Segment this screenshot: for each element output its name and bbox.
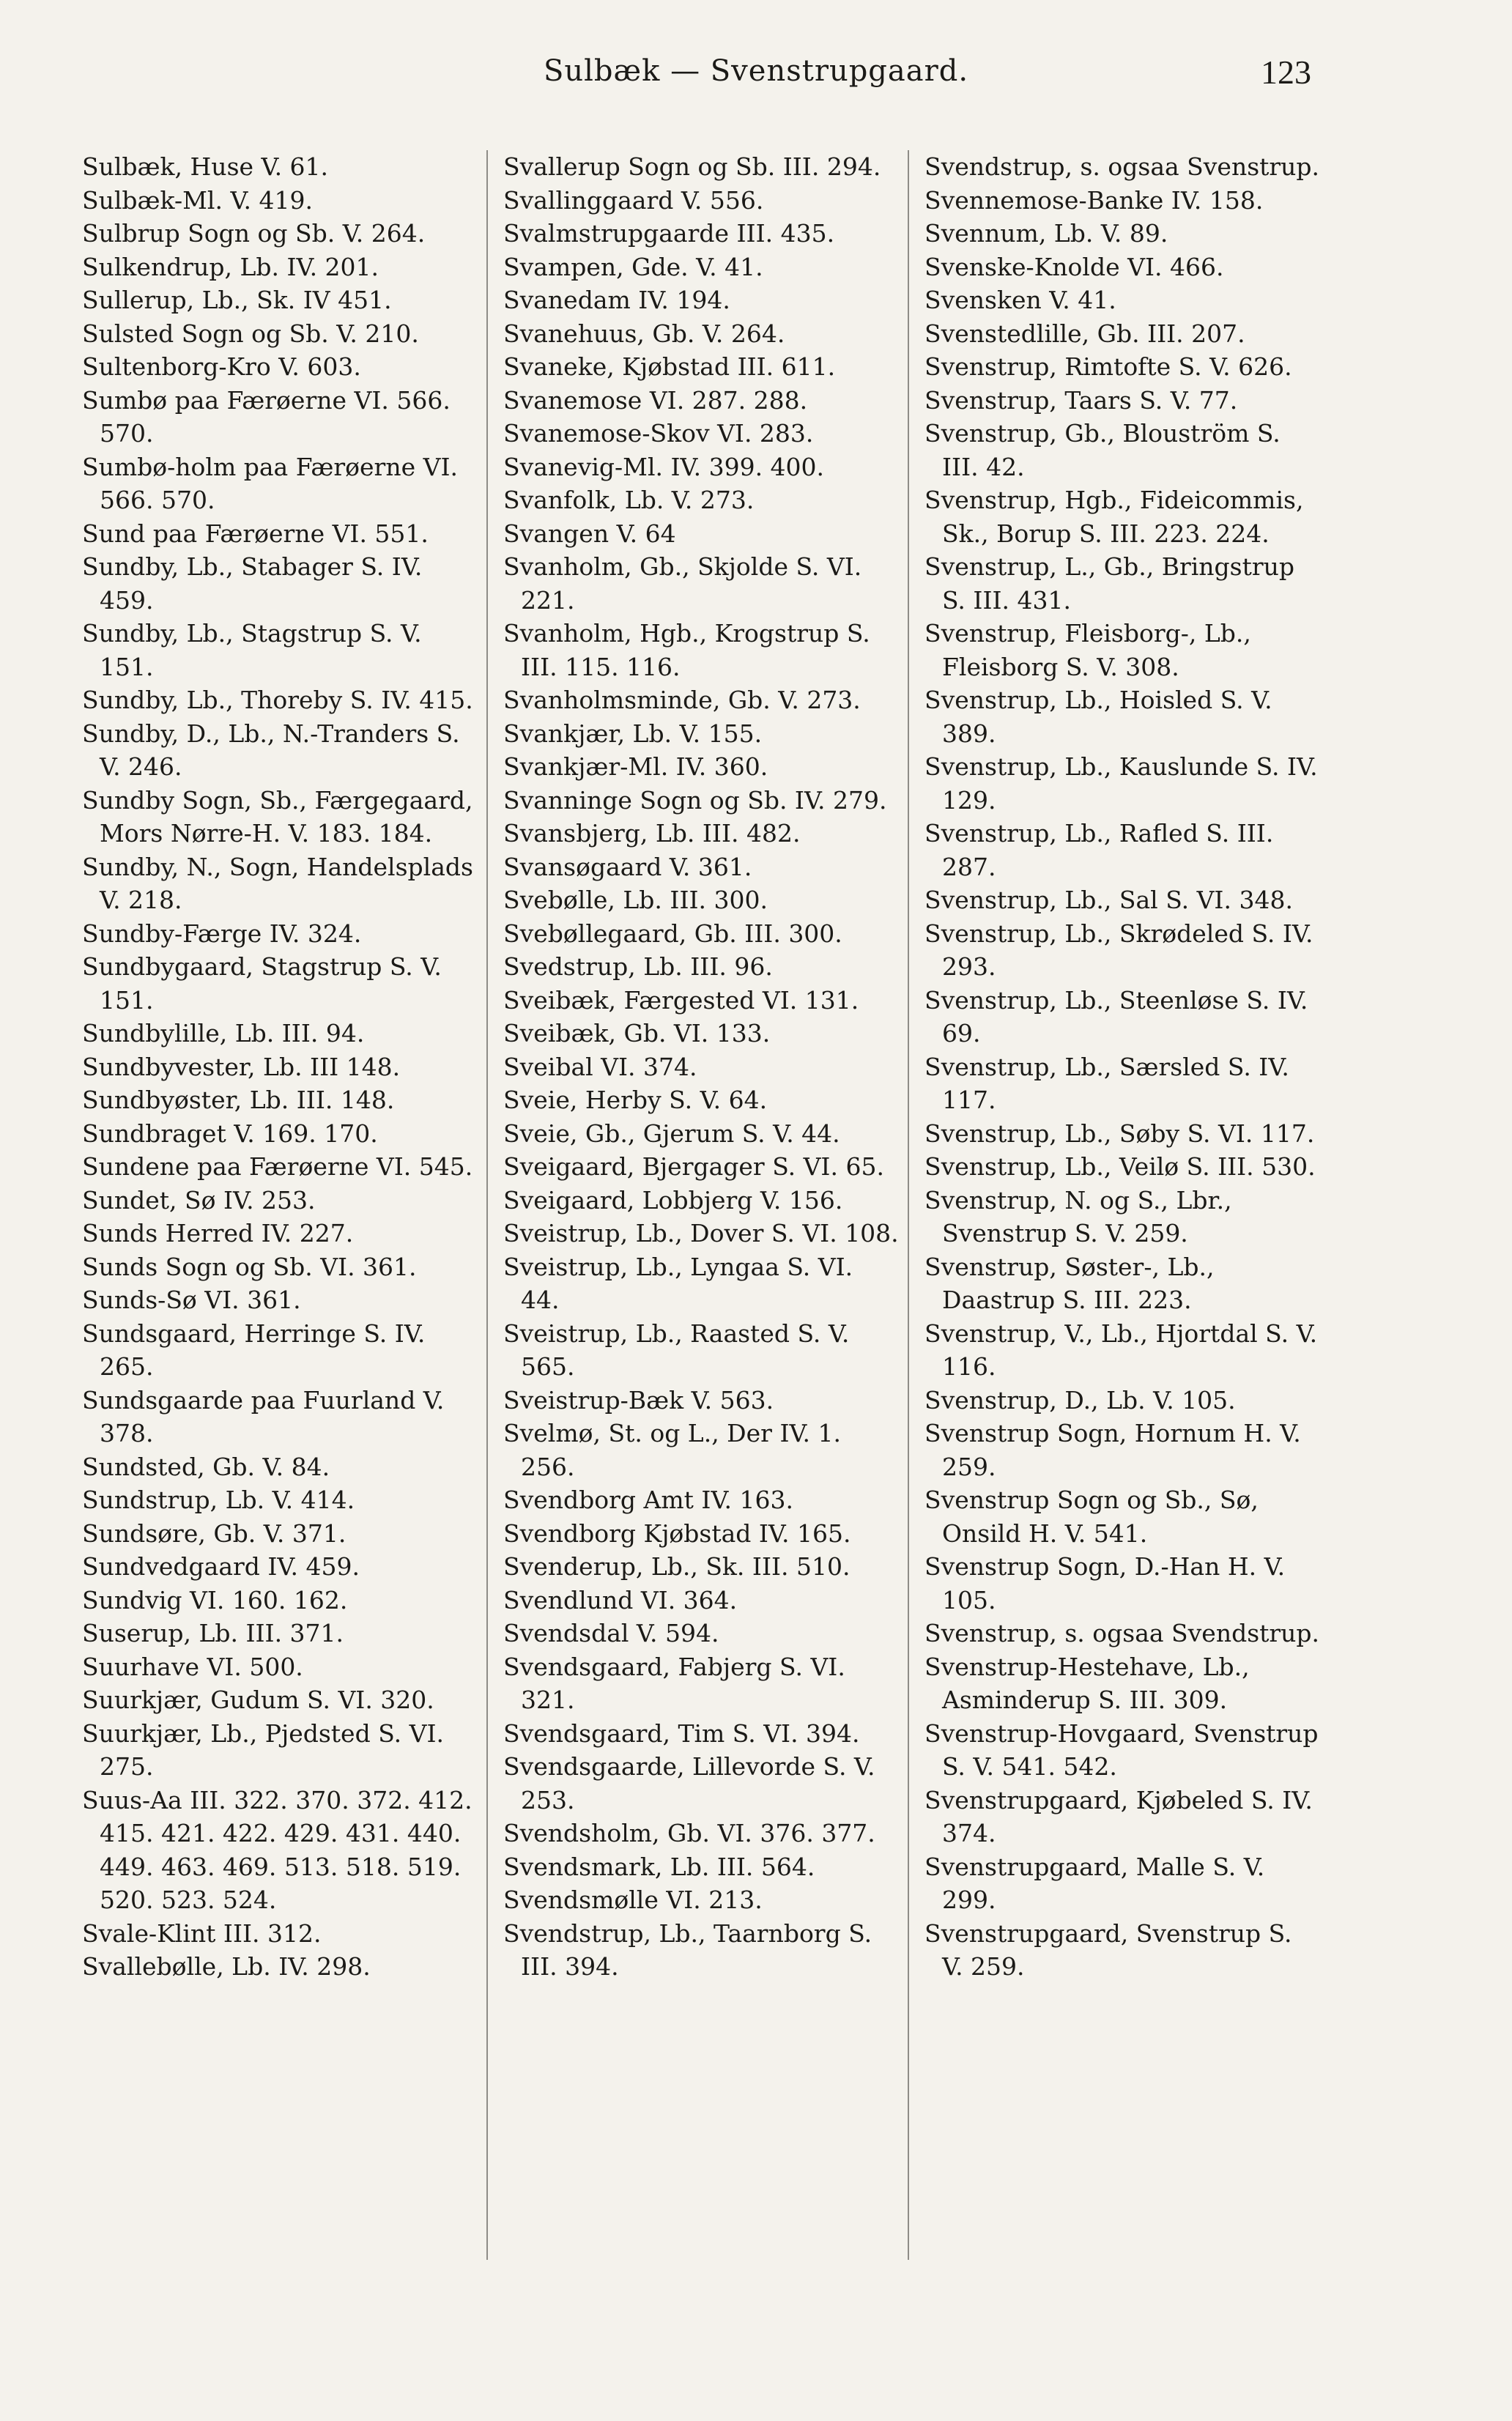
index-entry: Sundbylille, Lb. III. 94. — [82, 1019, 365, 1048]
index-entry: Svenstrup-Hovgaard, Svenstrup S. V. 541. 542. — [924, 1719, 1319, 1781]
index-entry: Svanevig-Ml. IV. 399. 400. — [503, 452, 825, 481]
index-entry: Svenstrup, Lb., Særsled S. IV. 117. — [924, 1052, 1289, 1114]
index-entry: Sundbyøster, Lb. III. 148. — [82, 1086, 395, 1114]
index-entry: Sulbæk, Huse V. 61. — [82, 152, 329, 181]
index-entry: Sundsted, Gb. V. 84. — [82, 1452, 330, 1481]
index-entry: Sundby, Lb., Stagstrup S. V. 151. — [82, 619, 422, 681]
index-entry: Svansbjerg, Lb. III. 482. — [503, 819, 801, 848]
index-entry: Svebøllegaard, Gb. III. 300. — [503, 919, 842, 948]
index-entry: Sundvedgaard IV. 459. — [82, 1552, 360, 1581]
column-divider — [908, 150, 909, 2260]
index-entry: Svenstrup Sogn, D.-Han H. V. 105. — [924, 1552, 1286, 1614]
index-entry: Svenstrup, s. ogsaa Svendstrup. — [924, 1619, 1320, 1647]
index-entry: Sundby, Lb., Thoreby S. IV. 415. — [82, 686, 473, 714]
index-entry: Svenske-Knolde VI. 466. — [924, 252, 1224, 281]
index-column-2 — [503, 150, 899, 2260]
index-entry: Svenstrup, Gb., Blouström S. III. 42. — [924, 419, 1281, 481]
index-entry: Svankjær, Lb. V. 155. — [503, 719, 763, 748]
index-entry: Svale-Klint III. 312. — [82, 1918, 322, 1948]
index-entry: Sundsgaarde paa Fuurland V. 378. — [82, 1385, 445, 1447]
index-entry: Sundet, Sø IV. 253. — [82, 1185, 316, 1215]
index-entry: Svanekе, Kjøbstad III. 611. — [503, 352, 836, 381]
index-entry: Svenstrupgaard, Malle S. V. 299. — [924, 1852, 1265, 1914]
index-entry: Svenstrup, Lb., Hoisled S. V. 389. — [924, 686, 1272, 748]
index-entry: Svansøgaard V. 361. — [503, 852, 752, 881]
index-entry: Svallerup Sogn og Sb. III. 294. — [503, 152, 881, 181]
index-entry: Sveistrup, Lb., Dover S. VI. 108. — [503, 1219, 899, 1247]
index-entry: Svensken V. 41. — [924, 286, 1116, 314]
index-entry: Svenstrup, L., Gb., Bringstrup S. III. 431. — [924, 552, 1295, 615]
index-entry: Svendstrup, s. ogsaa Svenstrup. — [924, 152, 1320, 181]
index-entry: Svendsholm, Gb. VI. 376. 377. — [503, 1819, 875, 1847]
index-entry: Svendsgaarde, Lillevorde S. V. 253. — [503, 1752, 875, 1814]
index-entry: Suurkjær, Gudum S. VI. 320. — [82, 1686, 434, 1714]
index-entry: Sulsted Sogn og Sb. V. 210. — [82, 319, 419, 348]
index-entry: Svenstrup, Rimtofte S. V. 626. — [924, 352, 1292, 381]
index-entry: Svennum, Lb. V. 89. — [924, 219, 1168, 248]
index-entry: Svedstrup, Lb. III. 96. — [503, 952, 773, 981]
index-entry: Sveigaard, Lobbjerg V. 156. — [503, 1185, 843, 1215]
index-entry: Svankjær-Ml. IV. 360. — [503, 752, 768, 781]
index-entry: Svenstrup, Lb., Steenløse S. IV. 69. — [924, 985, 1308, 1048]
index-entry: Sundsøre, Gb. V. 371. — [82, 1519, 346, 1548]
index-entry: Svenstedlille, Gb. III. 207. — [924, 319, 1245, 348]
index-entry: Svendsgaard, Tim S. VI. 394. — [503, 1719, 860, 1748]
index-entry: Sveibal VI. 374. — [503, 1052, 697, 1081]
index-entry: Svanedam IV. 194. — [503, 286, 730, 314]
index-columns — [82, 150, 1324, 2260]
index-entry: Sundby, D., Lb., N.-Tranders S. V. 246. — [82, 719, 460, 781]
index-entry: Sundbraget V. 169. 170. — [82, 1119, 378, 1148]
index-entry: Svebølle, Lb. III. 300. — [503, 886, 768, 914]
index-entry: Svenstrup, Lb., Sal S. VI. 348. — [924, 886, 1293, 914]
index-entry: Sund paa Færøerne VI. 551. — [82, 519, 429, 548]
index-entry: Svendborg Kjøbstad IV. 165. — [503, 1519, 851, 1548]
index-entry: Sunds Herred IV. 227. — [82, 1219, 354, 1247]
index-entry: Sullerup, Lb., Sk. IV 451. — [82, 286, 392, 314]
index-entry: Sulbrup Sogn og Sb. V. 264. — [82, 219, 426, 248]
index-entry: Svenstrup, Lb., Skrødeled S. IV. 293. — [924, 919, 1313, 981]
index-entry: Sundbygaard, Stagstrup S. V. 151. — [82, 952, 442, 1015]
index-column-3 — [924, 150, 1320, 2260]
index-entry: Svenstrup, Lb., Kauslunde S. IV. 129. — [924, 752, 1318, 815]
index-entry: Svenstrup-Hestehave, Lb., Asminderup S. III. 309. — [924, 1652, 1250, 1714]
index-entry: Sundene paa Færøerne VI. 545. — [82, 1152, 473, 1181]
page-number: 123 — [1261, 53, 1311, 91]
index-entry: Sveistrup-Bæk V. 563. — [503, 1385, 774, 1415]
index-entry: Svenderup, Lb., Sk. III. 510. — [503, 1552, 850, 1581]
index-entry: Svenstrup, Søster-, Lb., Daastrup S. III. 223. — [924, 1252, 1215, 1314]
index-entry: Sveie, Gb., Gjerum S. V. 44. — [503, 1119, 840, 1148]
index-entry: Svendsmølle VI. 213. — [503, 1886, 763, 1914]
index-entry: Svenstrup, V., Lb., Hjortdal S. V. 116. — [924, 1319, 1318, 1381]
index-entry: Svenstrup, Hgb., Fideicommis, Sk., Borup S. III. 223. 224. — [924, 486, 1304, 548]
index-entry: Sveistrup, Lb., Raasted S. V. 565. — [503, 1319, 850, 1381]
index-entry: Sundby, Lb., Stabager S. IV. 459. — [82, 552, 423, 615]
index-entry: Svendlund VI. 364. — [503, 1585, 738, 1614]
index-entry: Sultenborg-Kro V. 603. — [82, 352, 361, 381]
index-entry: Svanninge Sogn og Sb. IV. 279. — [503, 785, 887, 815]
index-entry: Svenstrup, Lb., Veilø S. III. 530. — [924, 1152, 1316, 1181]
index-entry: Svanholmsminde, Gb. V. 273. — [503, 686, 861, 714]
index-entry: Sundstrup, Lb. V. 414. — [82, 1486, 355, 1514]
index-entry: Svenstrup, Lb., Søby S. VI. 117. — [924, 1119, 1315, 1148]
index-entry: Svenstrup, Lb., Rafled S. III. 287. — [924, 819, 1274, 881]
index-entry: Svanholm, Hgb., Krogstrup S. III. 115. 116. — [503, 619, 870, 681]
index-entry: Svenstrup, Taars S. V. 77. — [924, 385, 1238, 415]
index-entry: Suserup, Lb. III. 371. — [82, 1619, 344, 1647]
index-entry: Sveibæk, Færgested VI. 131. — [503, 985, 859, 1015]
index-entry: Svenstrup, D., Lb. V. 105. — [924, 1385, 1236, 1415]
index-entry: Sundvig VI. 160. 162. — [82, 1585, 348, 1614]
index-entry: Svangen V. 64 — [503, 519, 676, 548]
index-entry: Svenstrup Sogn, Hornum H. V. 259. — [924, 1419, 1301, 1481]
index-entry: Sumbø paa Færøerne VI. 566. 570. — [82, 385, 451, 448]
index-entry: Sundbyvester, Lb. III 148. — [82, 1052, 401, 1081]
index-entry: Svallebølle, Lb. IV. 298. — [82, 1952, 371, 1981]
index-entry: Sunds-Sø VI. 361. — [82, 1286, 301, 1314]
index-entry: Svanehuus, Gb. V. 264. — [503, 319, 785, 348]
index-entry: Svendborg Amt IV. 163. — [503, 1486, 793, 1514]
index-entry: Svenstrup, Fleisborg-, Lb., Fleisborg S. V. 308. — [924, 619, 1251, 681]
index-entry: Sumbø-holm paa Færøerne VI. 566. 570. — [82, 452, 458, 514]
index-entry: Sundsgaard, Herringe S. IV. 265. — [82, 1319, 426, 1381]
index-entry: Svanemose VI. 287. 288. — [503, 385, 808, 415]
index-entry: Svallinggaard V. 556. — [503, 185, 764, 215]
index-entry: Sveistrup, Lb., Lyngaa S. VI. 44. — [503, 1252, 853, 1314]
index-entry: Sundby, N., Sogn, Handelsplads V. 218. — [82, 852, 473, 914]
index-entry: Suus-Aa III. 322. 370. 372. 412. 415. 421. 422. 429. 431. 440. 449. 463. 469. 513. 518. 519. 520. 523. 524. — [82, 1785, 472, 1914]
index-entry: Svendsgaard, Fabjerg S. VI. 321. — [503, 1652, 845, 1714]
index-entry: Svalmstrupgaarde III. 435. — [503, 219, 835, 248]
index-entry: Svampen, Gde. V. 41. — [503, 252, 763, 281]
index-entry: Svendsdal V. 594. — [503, 1619, 719, 1647]
index-column-1 — [82, 150, 478, 2260]
index-entry: Sundby-Færge IV. 324. — [82, 919, 362, 948]
index-entry: Svanemose-Skov VI. 283. — [503, 419, 814, 448]
index-entry: Svendstrup, Lb., Taarnborg S. III. 394. — [503, 1918, 872, 1981]
index-entry: Sveibæk, Gb. VI. 133. — [503, 1019, 771, 1048]
index-entry: Sulkendrup, Lb. IV. 201. — [82, 252, 379, 281]
running-header: Sulbæk — Svenstrupgaard. — [543, 54, 969, 88]
index-entry: Svenstrup, N. og S., Lbr., Svenstrup S. V. 259. — [924, 1185, 1232, 1247]
index-entry: Sveigaard, Bjergager S. VI. 65. — [503, 1152, 884, 1181]
column-divider — [486, 150, 488, 2260]
index-entry: Sunds Sogn og Sb. VI. 361. — [82, 1252, 417, 1281]
index-entry: Svenstrupgaard, Svenstrup S. V. 259. — [924, 1918, 1292, 1981]
index-entry: Suurkjær, Lb., Pjedsted S. VI. 275. — [82, 1719, 444, 1781]
index-entry: Sundby Sogn, Sb., Færgegaard, Mors Nørre-H. V. 183. 184. — [82, 785, 473, 848]
index-entry: Svelmø, St. og L., Der IV. 1. 256. — [503, 1419, 842, 1481]
index-entry: Svenstrup Sogn og Sb., Sø, Onsild H. V. 541. — [924, 1486, 1259, 1548]
index-entry: Suurhave VI. 500. — [82, 1652, 303, 1681]
index-entry: Svanholm, Gb., Skjolde S. VI. 221. — [503, 552, 862, 615]
index-entry: Svennemose-Banke IV. 158. — [924, 185, 1264, 215]
index-entry: Svendsmark, Lb. III. 564. — [503, 1852, 815, 1881]
index-entry: Sveie, Herby S. V. 64. — [503, 1086, 768, 1114]
index-entry: Svenstrupgaard, Kjøbeled S. IV. 374. — [924, 1785, 1313, 1847]
index-entry: Sulbæk-Ml. V. 419. — [82, 185, 313, 215]
index-entry: Svanfolk, Lb. V. 273. — [503, 486, 755, 514]
